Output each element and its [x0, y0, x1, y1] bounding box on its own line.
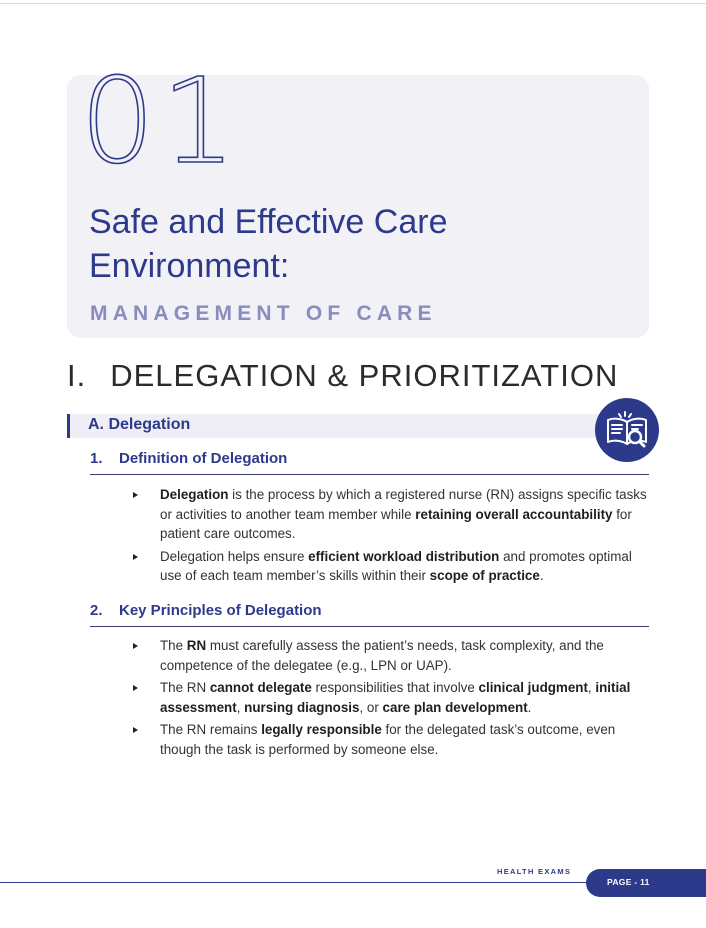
bold-term: Delegation — [160, 487, 229, 502]
footer-brand: HEALTH EXAMS — [497, 867, 572, 876]
bold-term: RN — [186, 638, 207, 653]
topic-title: Definition of Delegation — [119, 450, 288, 467]
bullet-arrow-icon — [133, 643, 138, 649]
bullet-text: . — [539, 568, 544, 583]
bullet-text: , — [236, 699, 245, 715]
bullet-text: The RN remains — [160, 722, 262, 737]
chapter-title-line-2: Environment: — [89, 247, 290, 285]
bullet-text: . — [527, 699, 532, 715]
bullet-arrow-icon — [133, 554, 138, 560]
page-number: PAGE - 11 — [607, 877, 650, 887]
bold-term: nursing diagnosis — [244, 699, 360, 715]
bullet-item — [133, 678, 653, 717]
bullet-text: The — [160, 638, 187, 653]
topic-number: 2. — [90, 602, 103, 619]
chapter-number: 01 — [80, 52, 243, 190]
bullet-item — [133, 485, 653, 544]
bullet-text: responsibilities that involve — [311, 680, 479, 695]
bullet-list-key-principles — [133, 636, 653, 762]
topic-title: Key Principles of Delegation — [119, 602, 322, 619]
bold-term: cannot delegate — [209, 680, 312, 695]
bullet-text: must carefully assess the patient’s needs, task complexity, and the competence of the delegatee (e.g., LPN or UAP). — [160, 638, 604, 673]
bullet-arrow-icon — [133, 685, 138, 691]
bullet-text: for the delegated task’s outcome, even though the task is performed by someone else. — [160, 722, 616, 757]
chapter-subtitle: MANAGEMENT OF CARE — [90, 302, 437, 325]
bold-term: efficient workload distribution — [308, 548, 500, 564]
bold-term: clinical judgment — [478, 680, 588, 695]
bullet-item — [133, 547, 653, 586]
bold-term: legally responsible — [261, 722, 382, 737]
section-title: DELEGATION & PRIORITIZATION — [110, 358, 619, 393]
bullet-list-definition — [133, 485, 653, 589]
bullet-text: and promotes optimal use of each team member’s skills within their — [160, 548, 632, 583]
bullet-item — [133, 720, 653, 759]
bold-term: initial assessment — [160, 680, 631, 715]
topic-number: 1. — [90, 450, 103, 467]
section-heading — [67, 358, 618, 394]
bold-term: retaining overall accountability — [415, 506, 613, 522]
bullet-text: , — [587, 680, 596, 695]
topic-heading-definition — [90, 450, 649, 475]
bullet-text: for patient care outcomes. — [160, 506, 632, 541]
chapter-title-line-1: Safe and Effective Care — [89, 203, 448, 241]
bullet-arrow-icon — [133, 492, 138, 498]
bullet-arrow-icon — [133, 727, 138, 733]
topic-heading-key-principles — [90, 602, 649, 627]
chapter-title — [89, 200, 447, 288]
section-numeral: I. — [67, 358, 87, 393]
bullet-text: , or — [359, 699, 383, 715]
bullet-text: The RN — [160, 680, 210, 695]
footer-divider — [0, 882, 590, 883]
bold-term: scope of practice — [429, 568, 540, 583]
bullet-text: Delegation helps ensure — [160, 548, 309, 564]
top-divider — [0, 3, 706, 4]
bullet-text: is the process by which a registered nurse (RN) assigns specific tasks or activities to another team member while — [160, 487, 647, 522]
bold-term: care plan development — [382, 699, 528, 715]
subsection-title: A. Delegation — [88, 416, 191, 433]
bullet-item — [133, 636, 653, 675]
